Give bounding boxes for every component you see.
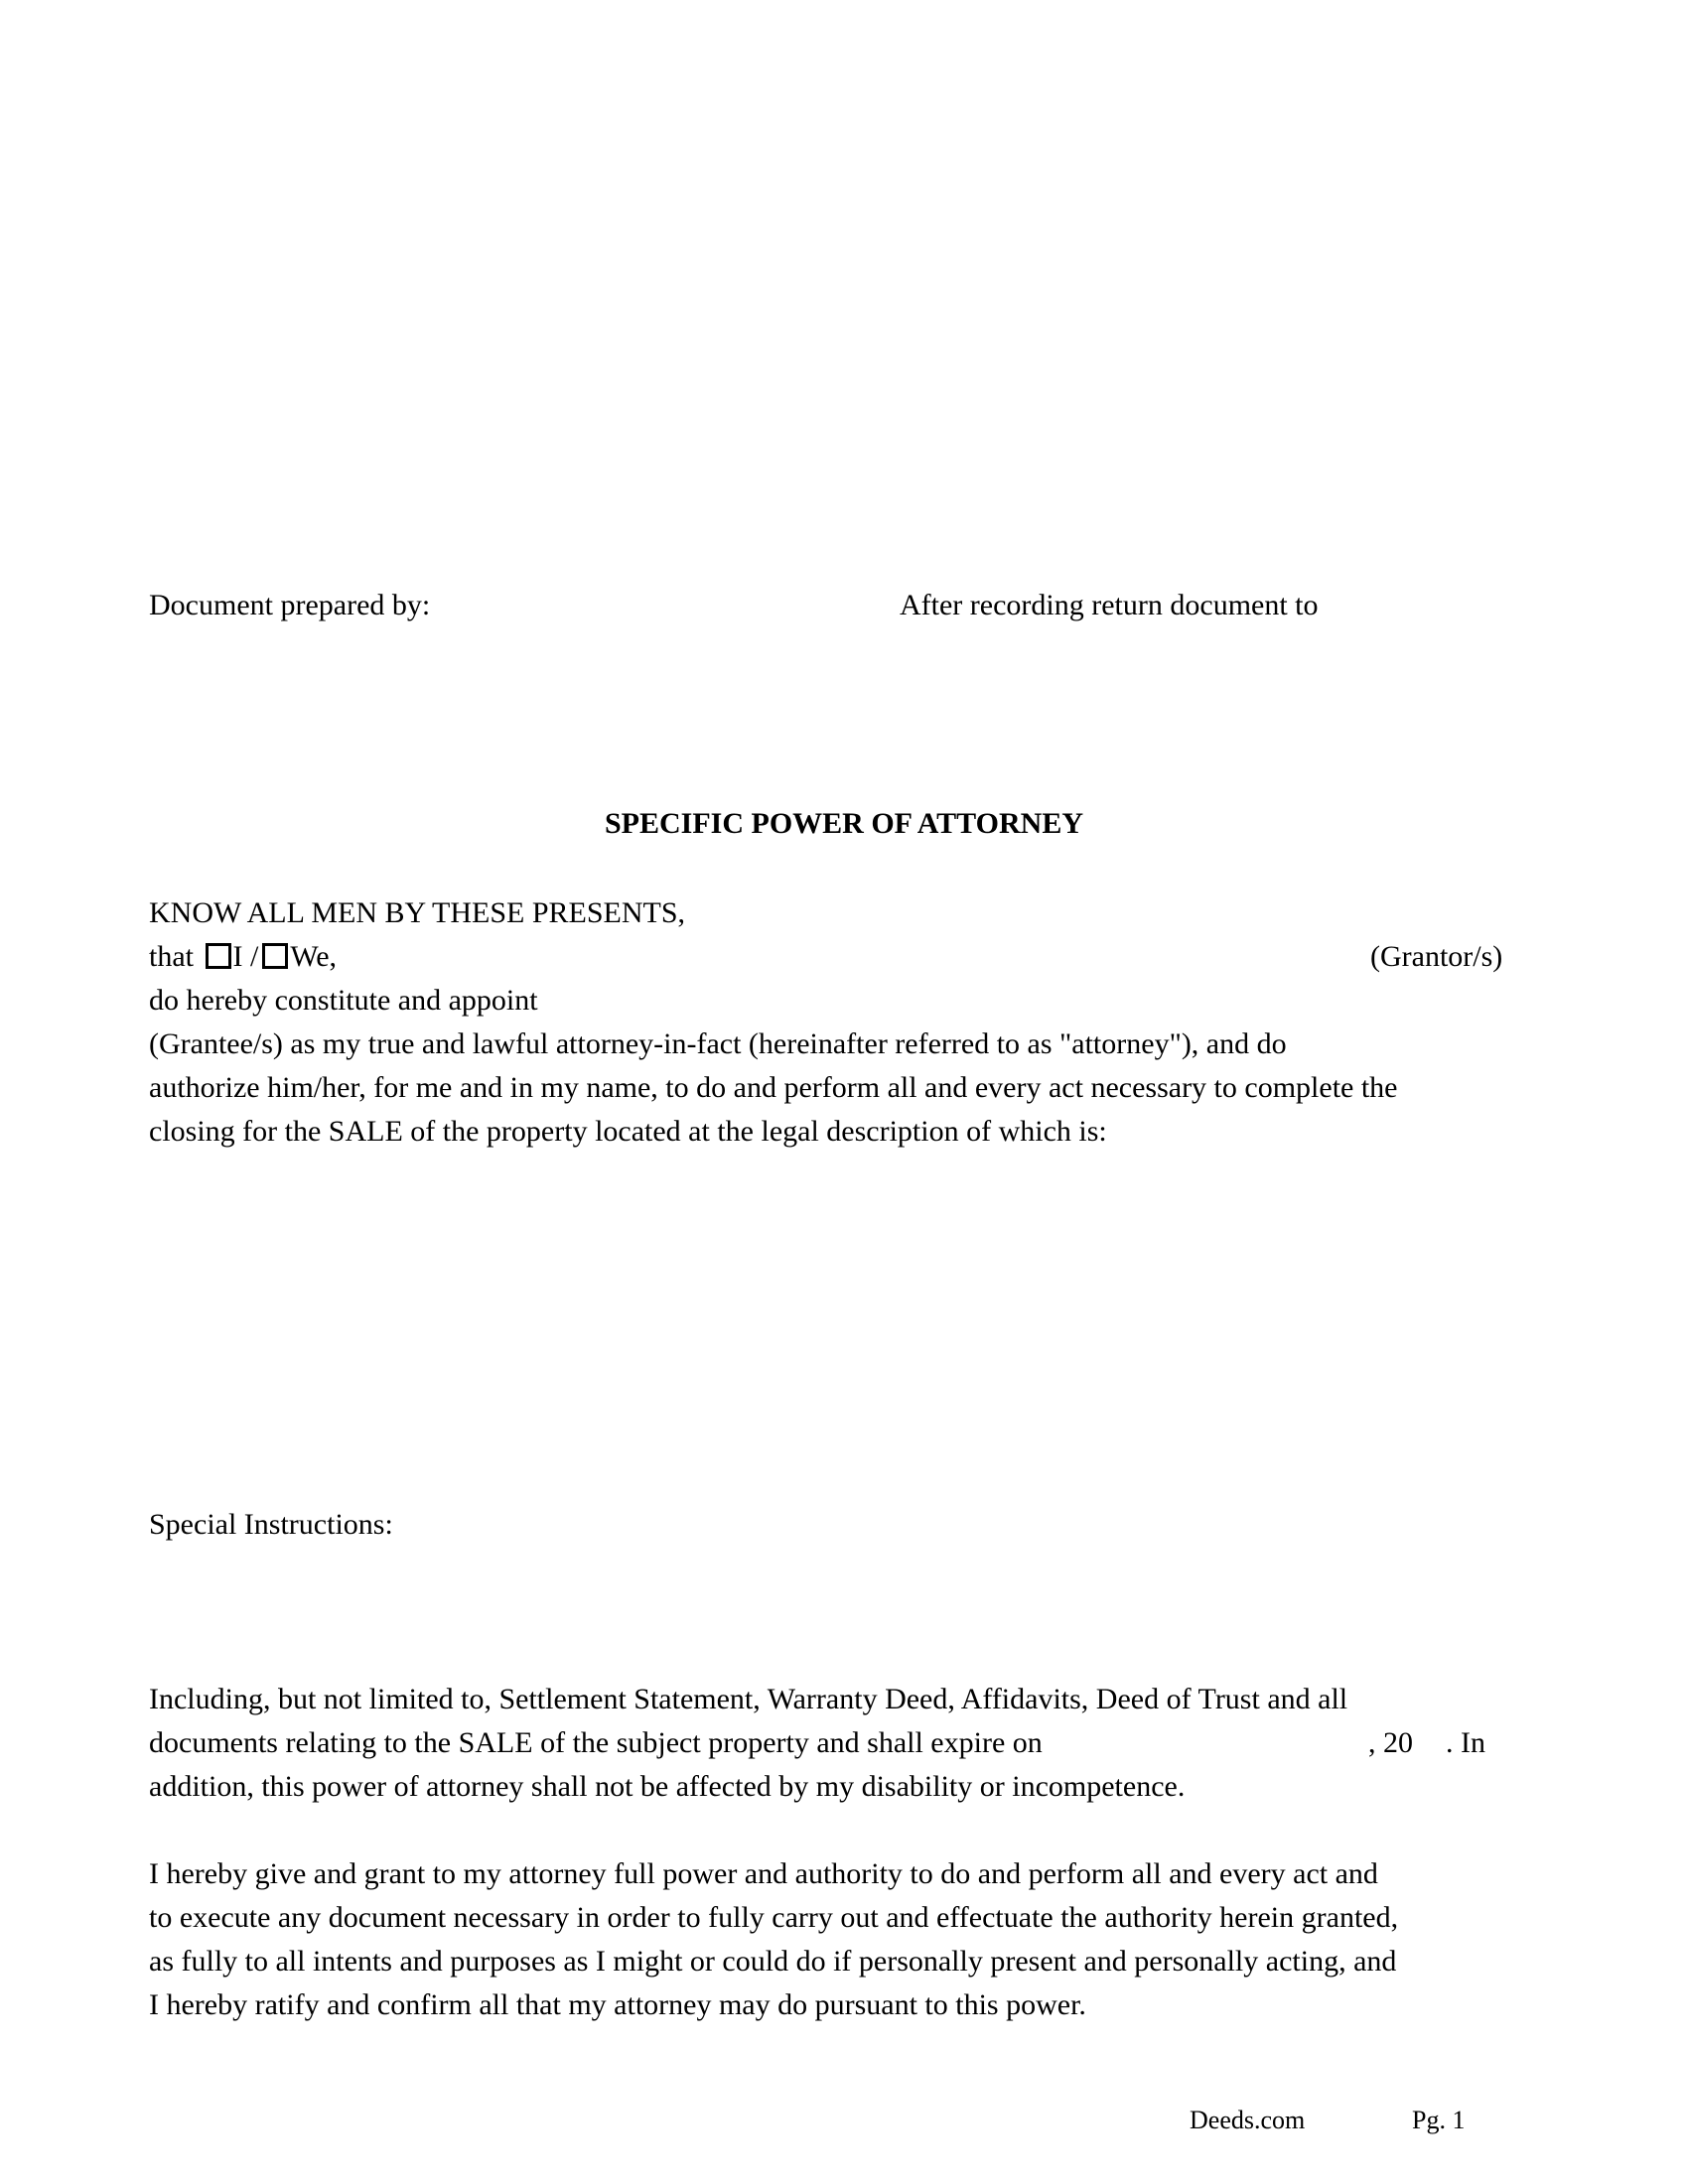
that-text: that [149, 940, 194, 973]
appoint-line: do hereby constitute and appoint [149, 984, 538, 1017]
footer-site: Deeds.com [1190, 2106, 1306, 2134]
grant-paragraph [149, 1852, 1539, 2027]
prepared-by-label: Document prepared by: [149, 589, 431, 621]
including-line-3: addition, this power of attorney shall not be affected by my disability or incompetence. [149, 1770, 1186, 1803]
know-all-men-line: KNOW ALL MEN BY THESE PRESENTS, [149, 896, 686, 929]
grantor-label: (Grantor/s) [1370, 940, 1503, 973]
checkbox-we[interactable] [262, 943, 288, 969]
return-to-label: After recording return document to [900, 589, 1319, 621]
including-line-2 [149, 1721, 1539, 1765]
option-i-label: I / [232, 940, 259, 973]
grant-line-2: to execute any document necessary in order to fully carry out and effectuate the authority herein granted, [149, 1901, 1399, 1934]
grant-line-1: I hereby give and grant to my attorney full power and authority to do and perform all and every act and [149, 1857, 1378, 1890]
grant-line-4: I hereby ratify and confirm all that my attorney may do pursuant to this power. [149, 1988, 1086, 2021]
authorize-line: authorize him/her, for me and in my name, to do and perform all and every act necessary to complete the [149, 1071, 1398, 1104]
closing-line: closing for the SALE of the property located at the legal description of which is: [149, 1115, 1107, 1148]
document-title: SPECIFIC POWER OF ATTORNEY [604, 807, 1083, 840]
in-addition-start: . In [1446, 1726, 1485, 1759]
appointment-paragraph [149, 979, 1539, 1154]
grantor-option-line [149, 935, 337, 979]
including-line-1: Including, but not limited to, Settlement Statement, Warranty Deed, Affidavits, Deed of Trust and all [149, 1683, 1348, 1715]
including-paragraph [149, 1678, 1539, 1809]
checkbox-i[interactable] [206, 943, 231, 969]
footer-page-number: Pg. 1 [1412, 2106, 1466, 2134]
expire-text: documents relating to the SALE of the subject property and shall expire on [149, 1726, 1043, 1759]
special-instructions-label: Special Instructions: [149, 1508, 393, 1541]
grantee-line: (Grantee/s) as my true and lawful attorney-in-fact (hereinafter referred to as "attorney"), and do [149, 1027, 1287, 1060]
grant-line-3: as fully to all intents and purposes as I might or could do if personally present and personally acting, and [149, 1945, 1397, 1978]
option-we-label: We, [290, 940, 338, 973]
year-prefix: , 20 [1368, 1726, 1413, 1759]
